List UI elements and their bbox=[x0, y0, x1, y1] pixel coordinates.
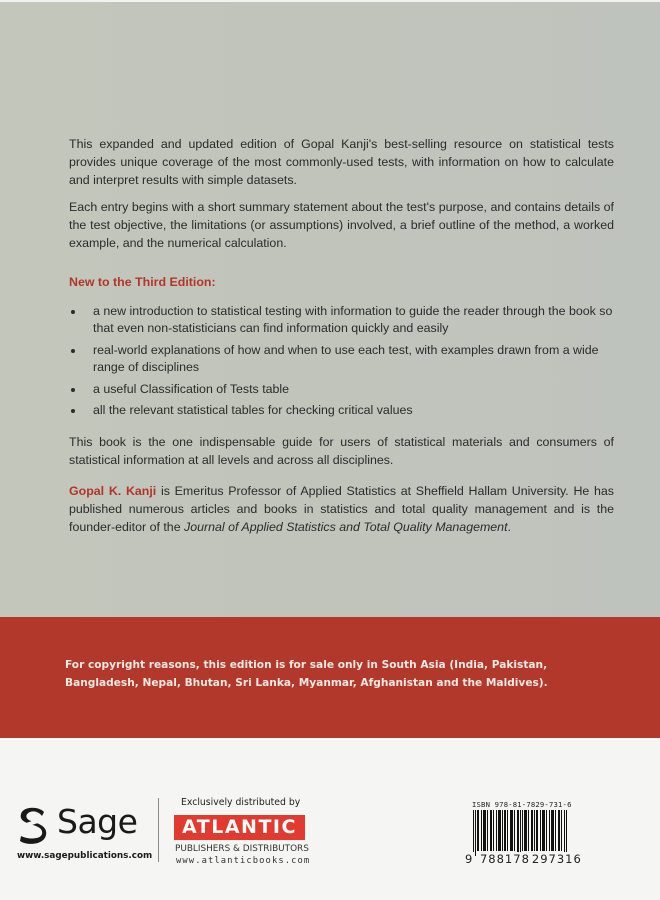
list-item-text: a useful Classification of Tests table bbox=[93, 381, 290, 396]
copyright-band bbox=[0, 617, 660, 738]
barcode-digit-group-2: 297316 bbox=[531, 852, 582, 866]
logo-divider bbox=[158, 798, 159, 862]
author-bio bbox=[69, 483, 614, 536]
publisher-footer bbox=[0, 738, 660, 900]
isbn-barcode bbox=[462, 800, 582, 868]
journal-title: Journal of Applied Statistics and Total Quality Management bbox=[184, 519, 508, 534]
new-edition-heading: New to the Third Edition: bbox=[69, 275, 216, 289]
paragraph-text: Each entry begins with a short summary statement about the test's purpose, and contains details of the test objective, the limitations (or assumptions) involved, a brief outline of the method, a worked example, and the numerical calculation. bbox=[69, 200, 614, 250]
blurb-paragraph-1 bbox=[69, 136, 614, 189]
list-item bbox=[69, 342, 614, 377]
list-item-text: real-world explanations of how and when to use each test, with examples drawn from a wide range of disciplines bbox=[93, 342, 599, 375]
bullet-icon bbox=[71, 349, 75, 353]
author-name: Gopal K. Kanji bbox=[69, 484, 157, 498]
bullet-icon bbox=[71, 409, 75, 413]
blurb-paragraph-3 bbox=[69, 434, 614, 470]
distributor-url: www.atlanticbooks.com bbox=[176, 856, 311, 866]
list-item bbox=[69, 381, 614, 398]
author-bio-end: . bbox=[507, 519, 511, 534]
sage-logo bbox=[17, 802, 142, 847]
atlantic-logo: ATLANTIC bbox=[174, 815, 305, 840]
barcode-lead-digit: 9 bbox=[465, 852, 474, 866]
copyright-line-1: For copyright reasons, this edition is for sale only in South Asia (India, Pakistan, bbox=[65, 659, 548, 671]
copyright-notice bbox=[65, 657, 585, 692]
blurb-paragraph-2 bbox=[69, 199, 614, 252]
sage-url: www.sagepublications.com bbox=[17, 851, 153, 861]
sage-wordmark: Sage bbox=[57, 802, 138, 841]
distributor-intro: Exclusively distributed by bbox=[181, 797, 301, 808]
copyright-line-2: Bangladesh, Nepal, Bhutan, Sri Lanka, Myanmar, Afghanistan and the Maldives). bbox=[65, 676, 548, 689]
barcode-bars-icon bbox=[473, 810, 568, 856]
new-features-list bbox=[69, 303, 614, 423]
list-item-text: a new introduction to statistical testing with information to guide the reader through the book so that even non-statisticians can find information quickly and easily bbox=[93, 304, 613, 336]
distributor-tagline: PUBLISHERS & DISTRIBUTORS bbox=[175, 844, 309, 854]
paragraph-text: This book is the one indispensable guide for users of statistical materials and consumers of statistical information at all levels and across all disciplines. bbox=[69, 435, 614, 467]
list-item bbox=[69, 303, 614, 338]
author-bio-text bbox=[69, 483, 614, 536]
bullet-icon bbox=[71, 310, 75, 314]
bullet-icon bbox=[71, 388, 75, 392]
barcode-digit-group-1: 788178 bbox=[479, 852, 530, 866]
list-item bbox=[69, 402, 614, 419]
isbn-label: ISBN 978-81-7829-731-6 bbox=[472, 800, 572, 809]
list-item-text: all the relevant statistical tables for checking critical values bbox=[93, 403, 413, 418]
author-bio-body: is Emeritus Professor of Applied Statistics at Sheffield Hallam University. He has published numerous articles and books in statistics and total quality management and is the founder-editor of the bbox=[69, 484, 614, 534]
barcode-digits bbox=[464, 852, 583, 866]
paragraph-text: This expanded and updated edition of Gopal Kanji's best-selling resource on statistical tests provides unique coverage of the most commonly-used tests, with information on how to calculate and interpret results with simple datasets. bbox=[69, 137, 614, 187]
sage-s-icon bbox=[17, 805, 47, 845]
